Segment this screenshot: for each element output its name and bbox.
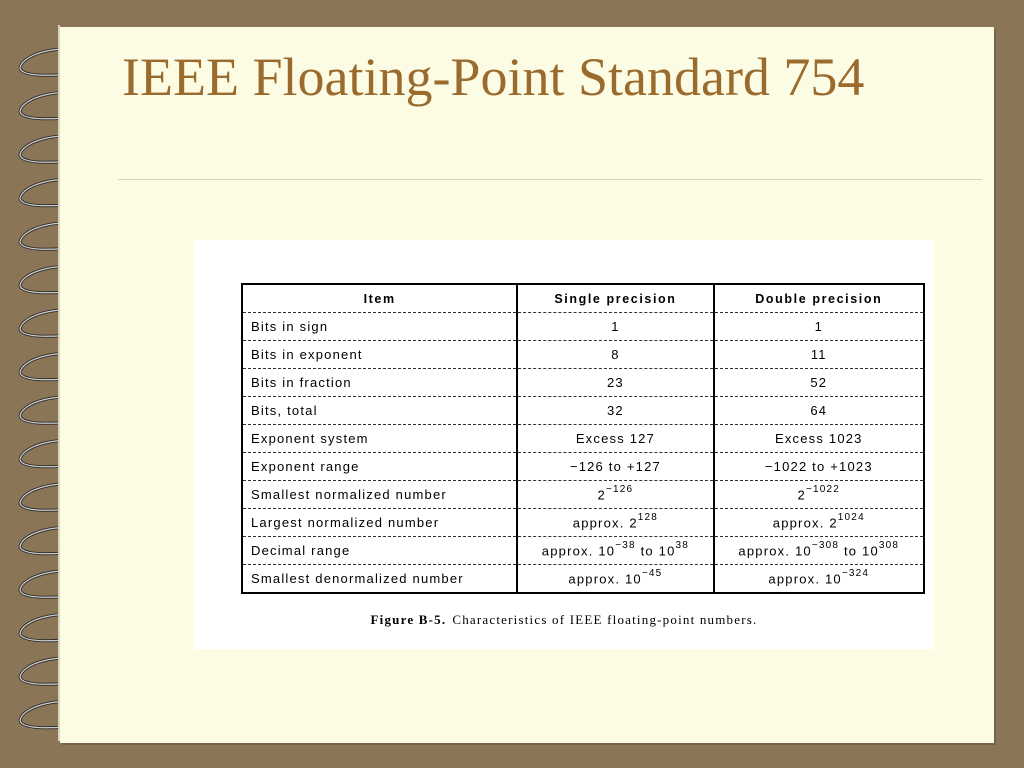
double-value: 52 xyxy=(714,369,924,397)
table-row xyxy=(242,313,924,341)
exponent: 1024 xyxy=(837,512,865,524)
single-value: 1 xyxy=(517,313,713,341)
row-label: Bits in sign xyxy=(242,313,517,341)
row-label: Largest normalized number xyxy=(242,509,517,537)
single-value: −126 to +127 xyxy=(517,453,713,481)
single-value xyxy=(517,565,713,594)
exponent: −45 xyxy=(641,568,663,580)
row-label: Exponent range xyxy=(242,453,517,481)
double-value: −1022 to +1023 xyxy=(714,453,924,481)
table-row xyxy=(242,397,924,425)
single-value xyxy=(517,481,713,509)
table-row xyxy=(242,341,924,369)
ieee-characteristics-table xyxy=(241,283,925,594)
single-value: 32 xyxy=(517,397,713,425)
table-header-row xyxy=(242,284,924,313)
table-row xyxy=(242,453,924,481)
exponent: −308 xyxy=(811,540,840,552)
base: 2 xyxy=(797,487,806,503)
table-row xyxy=(242,537,924,565)
row-label: Bits, total xyxy=(242,397,517,425)
table-row xyxy=(242,481,924,509)
double-value: 11 xyxy=(714,341,924,369)
exponent: −126 xyxy=(605,484,634,496)
double-value: 1 xyxy=(714,313,924,341)
row-label: Bits in fraction xyxy=(242,369,517,397)
base: approx. 10 xyxy=(768,571,842,587)
double-value xyxy=(714,509,924,537)
column-header-single: Single precision xyxy=(517,284,713,313)
column-header-double: Double precision xyxy=(714,284,924,313)
exponent: −324 xyxy=(841,568,870,580)
row-label: Bits in exponent xyxy=(242,341,517,369)
range-separator: to 10 xyxy=(839,543,879,559)
single-value: Excess 127 xyxy=(517,425,713,453)
double-value xyxy=(714,565,924,594)
exponent: −38 xyxy=(615,540,636,552)
row-label: Smallest denormalized number xyxy=(242,565,517,594)
base: approx. 10 xyxy=(738,543,812,559)
double-value: Excess 1023 xyxy=(714,425,924,453)
figure-image xyxy=(194,240,934,649)
table-row xyxy=(242,509,924,537)
row-label: Decimal range xyxy=(242,537,517,565)
exponent: 38 xyxy=(675,540,690,552)
single-value xyxy=(517,537,713,565)
table-row xyxy=(242,565,924,594)
title-divider xyxy=(118,179,982,180)
double-value: 64 xyxy=(714,397,924,425)
single-value: 8 xyxy=(517,341,713,369)
table-row xyxy=(242,369,924,397)
row-label: Exponent system xyxy=(242,425,517,453)
caption-label: Figure B-5. xyxy=(370,612,447,627)
single-value: 23 xyxy=(517,369,713,397)
double-value xyxy=(714,481,924,509)
base: approx. 2 xyxy=(772,515,838,531)
base: approx. 10 xyxy=(568,571,642,587)
single-value xyxy=(517,509,713,537)
range-separator: to 10 xyxy=(635,543,676,559)
base: 2 xyxy=(597,487,606,503)
exponent: 308 xyxy=(878,540,900,552)
caption-text: Characteristics of IEEE floating-point numbers. xyxy=(452,612,758,627)
column-header-item: Item xyxy=(242,284,517,313)
slide-title: IEEE Floating-Point Standard 754 xyxy=(122,47,865,107)
base: approx. 2 xyxy=(572,515,638,531)
double-value xyxy=(714,537,924,565)
row-label: Smallest normalized number xyxy=(242,481,517,509)
base: approx. 10 xyxy=(541,543,616,559)
exponent: 128 xyxy=(637,512,659,524)
exponent: −1022 xyxy=(805,484,841,496)
table-row xyxy=(242,425,924,453)
figure-caption xyxy=(194,612,934,628)
